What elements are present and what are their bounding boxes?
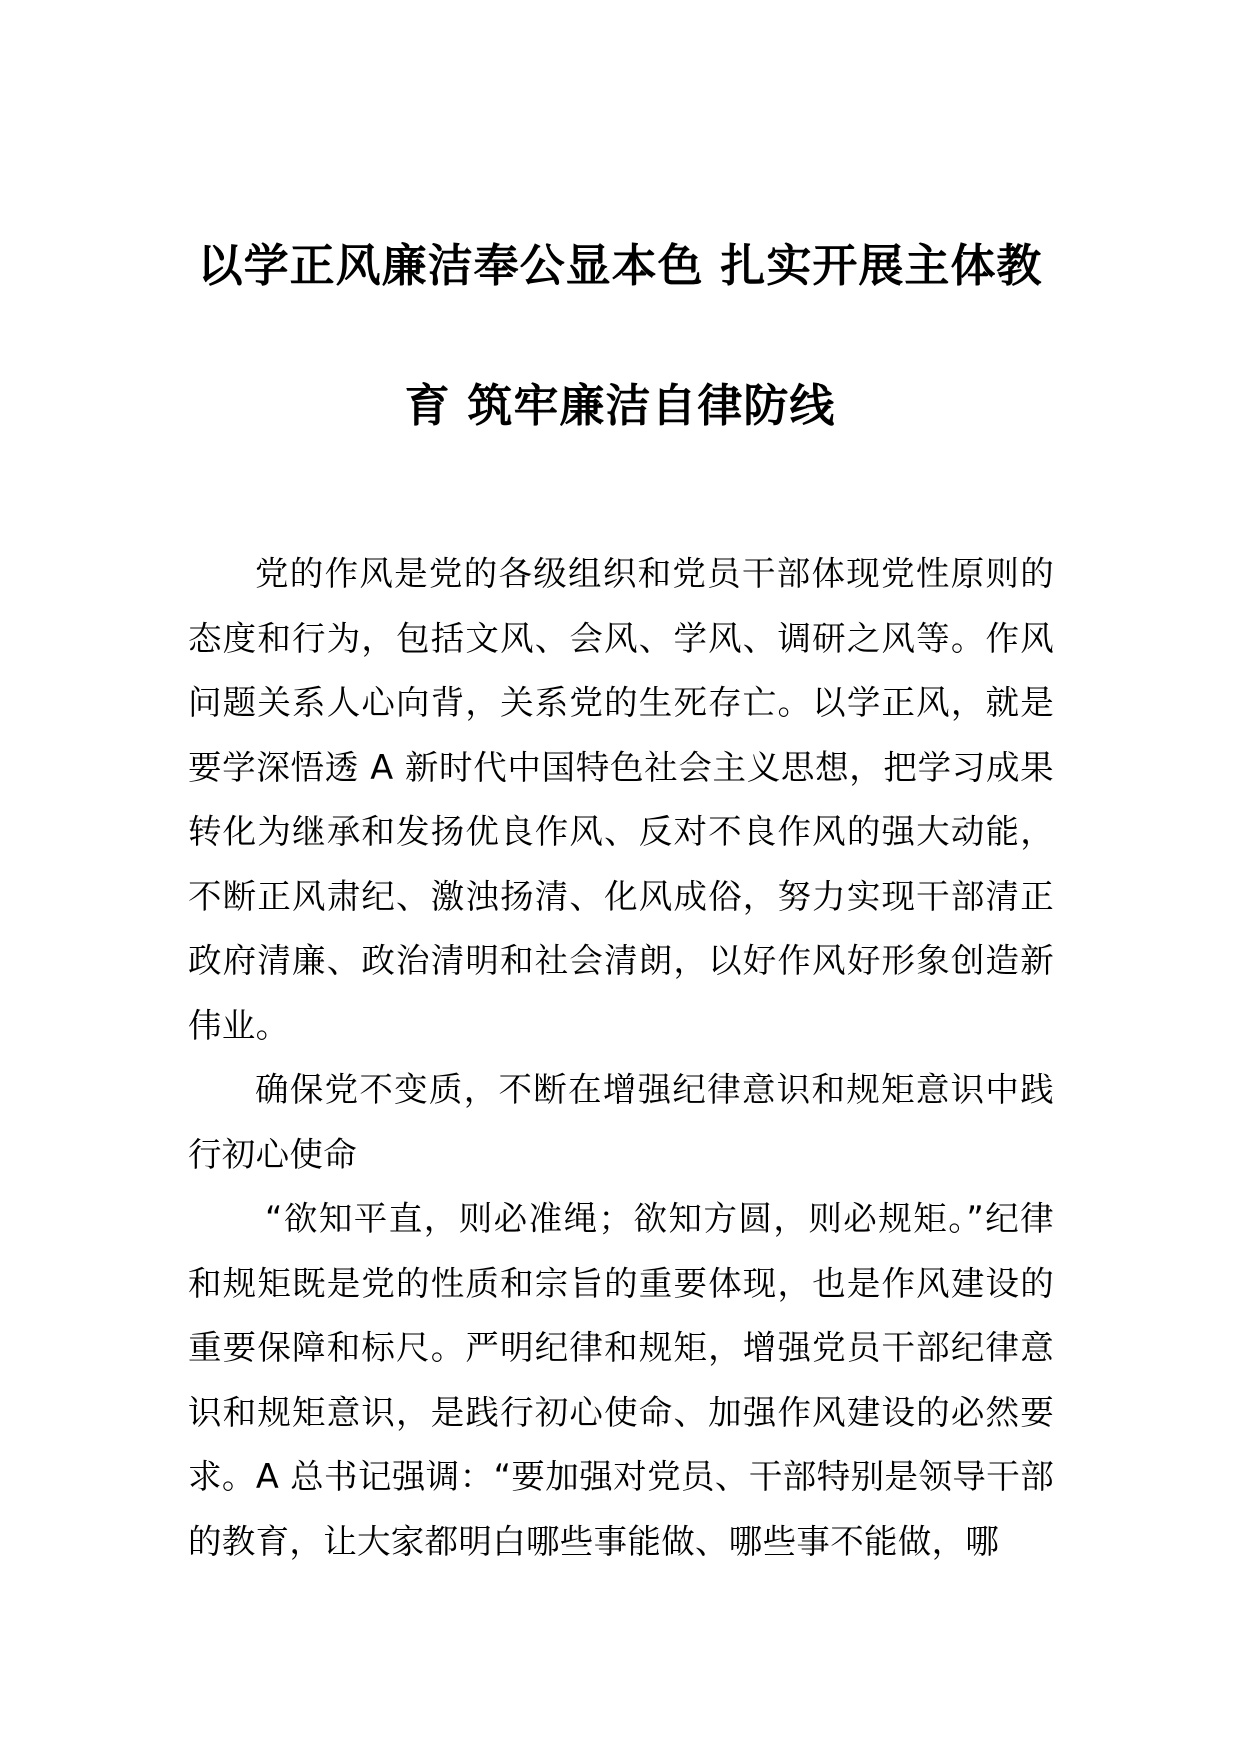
body-paragraph-2: 确保党不变质，不断在增强纪律意识和规矩意识中践行初心使命 <box>188 1070 1054 1174</box>
document-title <box>190 196 1050 476</box>
body-paragraph-1: 党的作风是党的各级组织和党员干部体现党性原则的态度和行为，包括文风、会风、学风、调研之风等。作风问题关系人心向背，关系党的生死存亡。以学正风，就是要学深悟透 A 新时代中国特色社会主义思想，把学习成果转化为继承和发扬优良作风、反对不良作风的强大动能，不断正风肃纪、激浊扬清、化风成俗，努力实现干部清正政府清廉、政治清明和社会清朗，以好作风好形象创造新伟业。 <box>188 554 1054 1045</box>
document-body <box>188 542 1054 1574</box>
title-line-1: 以学正风廉洁奉公显本色 扎实开展主体教 <box>197 239 1043 292</box>
title-line-2: 育 筑牢廉洁自律防线 <box>404 379 836 432</box>
body-paragraph-3: “欲知平直，则必准绳；欲知方圆，则必规矩。”纪律和规矩既是党的性质和宗旨的重要体现，也是作风建设的重要保障和标尺。严明纪律和规矩，增强党员干部纪律意识和规矩意识，是践行初心使命、加强作风建设的必然要求。A 总书记强调：“要加强对党员、干部特别是领导干部的教育，让大家都明白哪些事能做、哪些事不能做，哪 <box>188 1199 1054 1561</box>
